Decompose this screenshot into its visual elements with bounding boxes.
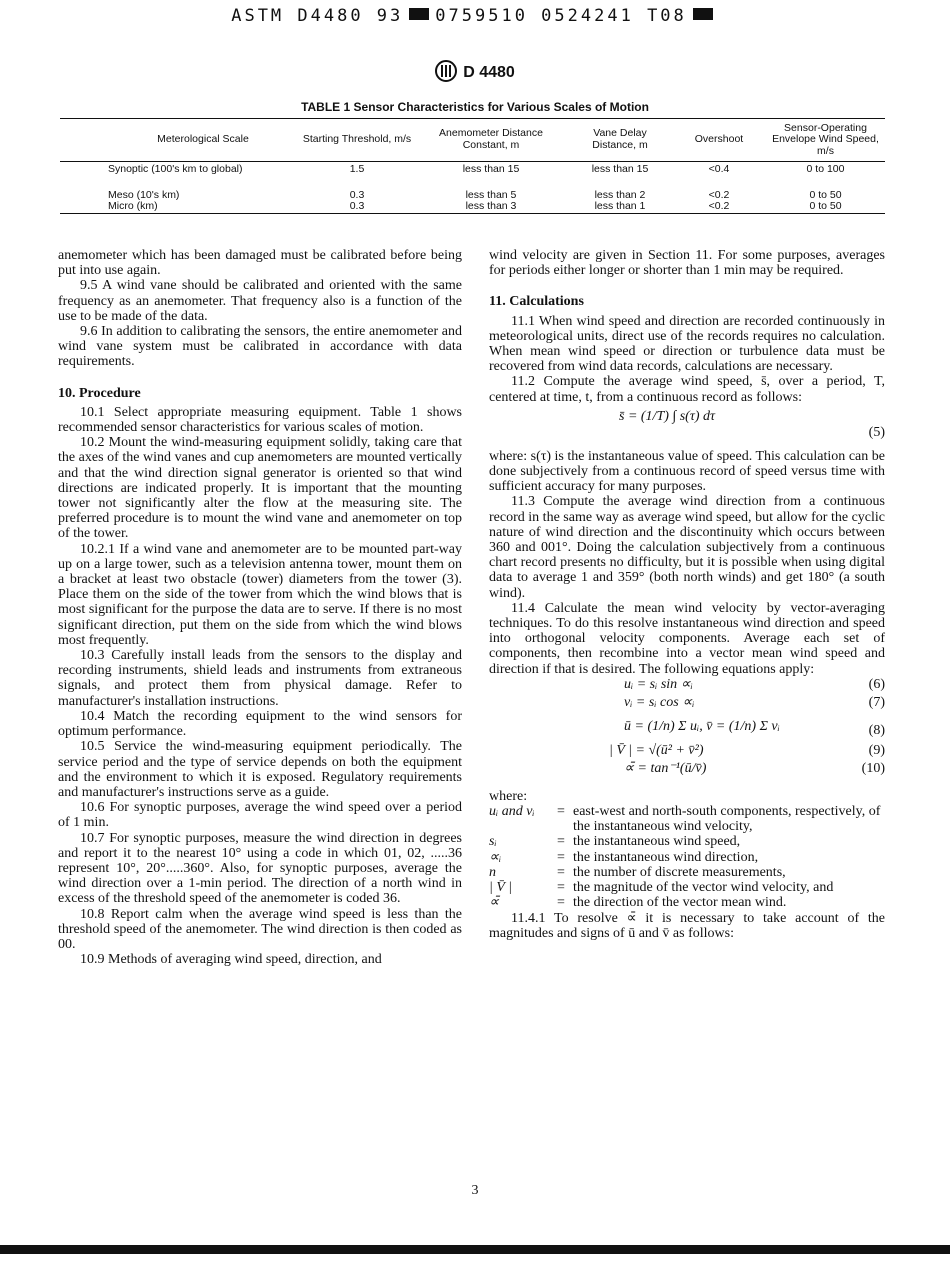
definition-symbol: | V̄ | — [489, 880, 512, 896]
equation-5 — [489, 405, 885, 449]
equation-8 — [489, 713, 885, 743]
equation-10 — [489, 761, 885, 779]
equation-number: (8) — [868, 722, 885, 738]
definition-text: the instantaneous wind speed, — [573, 834, 741, 850]
designation-text: D 4480 — [463, 64, 515, 81]
table-cell: 0 to 100 — [806, 163, 845, 175]
table-cell: <0.4 — [708, 163, 730, 175]
equation-6 — [489, 677, 885, 695]
doc-id-left: ASTM D4480 93 — [231, 6, 404, 26]
table-cell: 1.5 — [349, 163, 365, 175]
section-heading: 11. Calculations — [489, 294, 584, 310]
paragraph: 9.5 A wind vane should be calibrated and oriented with the same frequency as an anemometer. That frequency also is a function of the use to be made of the data. — [58, 278, 462, 324]
paragraph: 10.6 For synoptic purposes, average the wind speed over a period of 1 min. — [58, 800, 462, 831]
definition-equals: = — [557, 834, 565, 850]
table-caption: TABLE 1 Sensor Characteristics for Various Scales of Motion — [301, 100, 649, 114]
section-heading: 10. Procedure — [58, 385, 141, 401]
paragraph: 10.8 Report calm when the average wind speed is less than the threshold speed of the anemometer. The wind direction is then coded as 00. — [58, 906, 462, 952]
equation-body: ∝̄ = tan⁻¹(ū/v̄) — [624, 760, 707, 776]
definition-text: the direction of the vector mean wind. — [573, 895, 787, 911]
doc-id-mid: 0759510 0524241 — [435, 6, 634, 26]
doc-id-right: T08 — [647, 6, 687, 26]
definition-row — [489, 865, 885, 880]
definition-equals: = — [557, 849, 565, 865]
redaction-block — [693, 8, 713, 20]
definition-equals: = — [557, 804, 565, 820]
paragraph: 10.1 Select appropriate measuring equipment. Table 1 shows recommended sensor characteristics for various scales of motion. — [58, 404, 462, 436]
astm-logo-icon — [435, 60, 457, 82]
table-header: Starting Threshold, m/s — [300, 119, 414, 162]
table-row — [60, 201, 885, 213]
paragraph: 10.4 Match the recording equipment to the wind sensors for optimum performance. — [58, 708, 462, 740]
table-cell: 0.3 — [349, 188, 365, 201]
definition-equals: = — [557, 864, 565, 880]
left-column — [58, 248, 462, 967]
paragraph: where: s(τ) is the instantaneous value of speed. This calculation can be done subjectively from a continuous record of speed versus time with sufficient accuracy for many purposes. — [489, 448, 885, 495]
table-cell: 0.3 — [300, 201, 414, 213]
table-row — [60, 162, 885, 190]
paragraph: 11.4 Calculate the mean wind velocity by vector-averaging techniques. To do this resolve instantaneous wind direction and speed into orthogonal velocity components. Average each set of components, then recombine into a vector mean wind speed and direction if that is desired. The following equations apply: — [489, 600, 885, 677]
paragraph: 10.3 Carefully install leads from the sensors to the display and recording instruments, shield leads and instruments from extraneous signals, and protect them from physical damage. Refer to manufacturer's installation instructions. — [58, 648, 462, 709]
definition-text: the number of discrete measurements, — [573, 864, 786, 880]
table-header: Anemometer Distance Constant, m — [414, 119, 568, 162]
definition-text: the instantaneous wind direction, — [573, 849, 759, 865]
definition-symbol: sᵢ — [489, 834, 497, 850]
table-header: Overshoot — [672, 119, 766, 162]
footer-rule — [0, 1245, 950, 1254]
definition-symbol: ∝̄ — [489, 895, 500, 911]
table-cell: Meso (10's km) — [108, 188, 180, 201]
table-cell: <0.2 — [708, 188, 730, 201]
paragraph: wind velocity are given in Section 11. For some purposes, averages for periods either longer or shorter than 1 min may be required. — [489, 248, 885, 279]
equation-7 — [489, 695, 885, 713]
table-cell: Synoptic (100's km to global) — [108, 163, 243, 175]
sensor-characteristics-table — [60, 118, 885, 214]
paragraph: 11.3 Compute the average wind direction from a continuous record in the same way as average wind speed, but allow for the cyclic nature of wind direction and the discontinuity which occurs between 360 and 001°. Doing the calculation subjectively from a continuous chart record presents no difficulty, but it is possible when using digital data to average 1 and 359° (both north winds) and get 180° (a south wind). — [489, 494, 885, 601]
definition-text: east-west and north-south components, respectively, of the instantaneous wind velocity, — [573, 804, 881, 835]
table-header: Vane Delay Distance, m — [568, 119, 672, 162]
definition-row — [489, 895, 885, 910]
equation-9 — [489, 743, 885, 761]
table-cell: less than 15 — [591, 163, 649, 175]
table-header: Sensor-Operating Envelope Wind Speed, m/s — [766, 119, 885, 162]
paragraph: 9.6 In addition to calibrating the sensors, the entire anemometer and wind vane system must be calibrated in accordance with data requirements. — [58, 324, 462, 370]
standard-designation — [0, 60, 950, 82]
paragraph: 10.9 Methods of averaging wind speed, direction, and — [80, 952, 382, 968]
equation-number: (10) — [861, 760, 885, 776]
table-cell: less than 5 — [465, 188, 517, 201]
definition-text: the magnitude of the vector wind velocity, and — [573, 880, 834, 896]
table-cell: less than 2 — [594, 188, 646, 201]
paragraph: 11.2 Compute the average wind speed, s̄, over a period, T, centered at time, t, from a continuous record as follows: — [489, 374, 885, 405]
definition-row — [489, 834, 885, 849]
definition-symbol: n — [489, 864, 496, 880]
paragraph: anemometer which has been damaged must be calibrated before being put into use again. — [58, 248, 462, 279]
where-label: where: — [489, 788, 528, 804]
table-cell: less than 1 — [568, 201, 672, 213]
paragraph: 10.5 Service the wind-measuring equipment periodically. The service period and the type of service depends on both the equipment and the environment to which it is exposed. Regulatory requirements and manufacturer's instructions serve as a guide. — [58, 739, 462, 800]
table-cell: <0.2 — [672, 201, 766, 213]
paragraph: 11.1 When wind speed and direction are recorded continuously in meteorological units, direct use of the records requires no calculation. When mean wind speed or direction or turbulence data must be recovered from wind data records, calculations are necessary. — [489, 313, 885, 375]
table-cell: less than 3 — [414, 201, 568, 213]
redaction-block — [409, 8, 429, 20]
table-cell: Micro (km) — [60, 201, 300, 213]
definition-row — [489, 880, 885, 895]
equation-number: (6) — [868, 676, 885, 692]
equation-number: (9) — [868, 742, 885, 758]
equation-body: s̄ = (1/T) ∫ s(τ) dτ — [619, 408, 716, 424]
page-number: 3 — [471, 1183, 479, 1198]
equation-body: | V̄ | = √(ū² + v̄²) — [609, 742, 704, 758]
definition-symbol: ∝ᵢ — [489, 849, 502, 865]
right-column — [489, 248, 885, 941]
equation-body: ū = (1/n) Σ uᵢ, v̄ = (1/n) Σ vᵢ — [624, 718, 780, 734]
equation-number: (5) — [868, 424, 885, 440]
definition-symbol: uᵢ and vᵢ — [489, 804, 535, 820]
equation-body: vᵢ = sᵢ cos ∝ᵢ — [624, 694, 695, 710]
table-header: Meterological Scale — [60, 119, 300, 162]
document-id-header — [0, 6, 950, 26]
paragraph: 10.2.1 If a wind vane and anemometer are to be mounted part-way up on a large tower, such as a television antenna tower, mount them on a bracket at least two obstacle (tower) diameters from the tower (3). Place them on the side of the tower from which the wind blows that is most significant for the purpose the data are to serve. If there is no most significant direction, put them on the side from which the wind blows most frequently. — [58, 541, 462, 648]
equation-body: uᵢ = sᵢ sin ∝ᵢ — [624, 676, 693, 692]
paragraph: 10.2 Mount the wind-measuring equipment solidly, taking care that the axes of the wind vanes and cup anemometers are mounted vertically and that the wind direction signal generator is oriented so that wind directions are indicated properly. It is important that the mounting tower not significantly alter the flow at the measuring site. The preferred procedure is to mount the wind vane and anemometer on top of the tower. — [58, 435, 462, 542]
table-cell: 0 to 50 — [766, 201, 885, 213]
table-cell: 0 to 50 — [809, 188, 842, 201]
equation-number: (7) — [868, 694, 885, 710]
definition-equals: = — [557, 895, 565, 911]
paragraph: 10.7 For synoptic purposes, measure the wind direction in degrees and report it to the nearest 10° using a code in which 01, 02, .....36 represent 10°, 20°.....360°. Also, for synoptic purposes, average the wind direction over a 1-min period. The direction of a north wind in excess of the threshold speed of the anemometer is coded 36. — [58, 830, 462, 907]
definition-row — [489, 804, 885, 834]
table-cell: less than 15 — [462, 163, 520, 175]
paragraph: 11.4.1 To resolve ∝̄ it is necessary to take account of the magnitudes and signs of ū and v̄ as follows: — [489, 910, 885, 941]
definition-row — [489, 850, 885, 865]
definition-equals: = — [557, 880, 565, 896]
